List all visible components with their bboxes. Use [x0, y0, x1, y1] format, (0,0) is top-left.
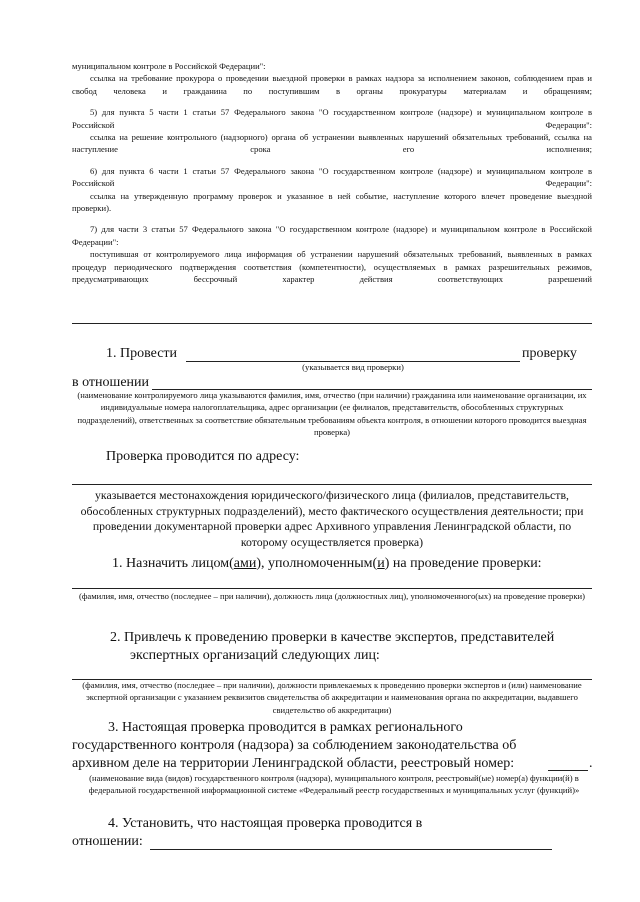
inspectors-hint: (фамилия, имя, отчество (последнее – при наличии), должность лица (должностных лиц), уполномоченного(ых) на проведение проверки): [79, 591, 585, 601]
item2-line2: экспертных организаций следующих лиц:: [130, 648, 380, 663]
text-span: и: [377, 556, 385, 571]
inspection-type-hint: (указывается вид проверки): [302, 362, 404, 372]
item4-line1: 4. Установить, что настоящая проверка проводится в: [108, 816, 423, 831]
paragraph: ссылка на требование прокурора о проведении выездной проверки в рамках надзора за исполнением законов, соблюдением прав и свобод человека и гражданина по поступившим в органы прокуратуры материалам и обращениям;: [72, 73, 592, 96]
experts-hint: (фамилия, имя, отчество (последнее – при наличии), должности привлекаемых к проведению проверки экспертов и (или) наименование экспертной организации с указанием реквизитов свидетельства об аккредитации и наименования органа по аккредитации, выдавшего свидетельство об аккредитации): [82, 680, 582, 715]
item3-line3: архивном деле на территории Ленинградской области, реестровый номер:: [72, 756, 515, 771]
item1-end: проверку: [522, 346, 577, 361]
item3-dot: .: [589, 756, 593, 771]
controlled-entity-hint: (наименование контролируемого лица указываются фамилия, имя, отчество (при наличии) гражданина или наименование организации, их индивидуальные номера налогоплательщика, адрес организации (ее филиалов, представительств, обособленных структурных подразделений), ответственных за соответствие обязательным требованиям объекта контроля, в отношении которого проводится выездная проверка): [77, 390, 587, 438]
paragraph: поступившая от контролируемого лица информация об устранении нарушений обязательных требований, выявленных в рамках процедур периодического подтверждения соответствия (компетентности), осуществляемых в рамках разрешительных режимов, предусматривающих бессрочный характер действия соответствующих разрешений: [72, 249, 592, 285]
item3-line2: государственного контроля (надзора) за соблюдением законодательства об: [72, 738, 517, 753]
text-span: ) на проведение проверки:: [384, 556, 542, 571]
address-field[interactable]: [72, 484, 592, 485]
paragraph: ссылка на решение контрольного (надзорного) органа об устранении выявленных нарушений обязательных требований, ссылка на наступление срока его исполнения;: [72, 132, 592, 155]
item3-line1: 3. Настоящая проверка проводится в рамках регионального: [108, 720, 463, 735]
registry-number-field[interactable]: [548, 770, 588, 771]
address-hint: указывается местонахождения юридического/физического лица (филиалов, представительств, обособленных структурных подразделений), место фактического осуществления деятельности; при проведении документарной проверки адрес Архивного управления Ленинградской области, по которому осуществляется проверка): [80, 488, 584, 549]
text-span: 1. Назначить лицом(: [112, 556, 234, 571]
paragraph: ссылка на утвержденную программу проверок и указанное в ней событие, наступление которого влечет проведение выездной проверки).: [72, 190, 592, 214]
item2-line1: 2. Привлечь к проведению проверки в качестве экспертов, представителей: [110, 630, 555, 645]
text-span: ), уполномоченным(: [256, 556, 378, 571]
inspectors-field[interactable]: [72, 588, 592, 589]
text-line: муниципальном контроле в Российской Федерации":: [72, 61, 266, 71]
item4-field[interactable]: [150, 849, 552, 850]
item1-start: 1. Провести: [106, 346, 178, 361]
appoint-line: [112, 555, 542, 572]
divider: [72, 323, 592, 324]
regarding-label: в отношении: [72, 375, 150, 390]
address-title: Проверка проводится по адресу:: [106, 449, 300, 464]
prior-section: [72, 60, 592, 286]
control-type-hint: (наименование вида (видов) государственного контроля (надзора), муниципального контроля, реестровый(ые) номер(а) функции(й) в федеральной государственной информационной системе «Федеральный реестр государственных и муниципальных услуг (функций)»: [88, 773, 580, 796]
item4-line2: отношении:: [72, 834, 143, 849]
paragraph-heading: 5) для пункта 5 части 1 статьи 57 Федерального закона "О государственном контроле (надзоре) и муниципальном контроле в Российской Федерации":: [72, 107, 592, 130]
text-span: ами: [233, 556, 257, 571]
paragraph-heading: 7) для части 3 статьи 57 Федерального закона "О государственном контроле (надзоре) и муниципальном контроле в Российской Федерации":: [72, 224, 592, 247]
paragraph-heading: 6) для пункта 6 части 1 статьи 57 Федерального закона "О государственном контроле (надзоре) и муниципальном контроле в Российской Федерации":: [72, 165, 592, 189]
